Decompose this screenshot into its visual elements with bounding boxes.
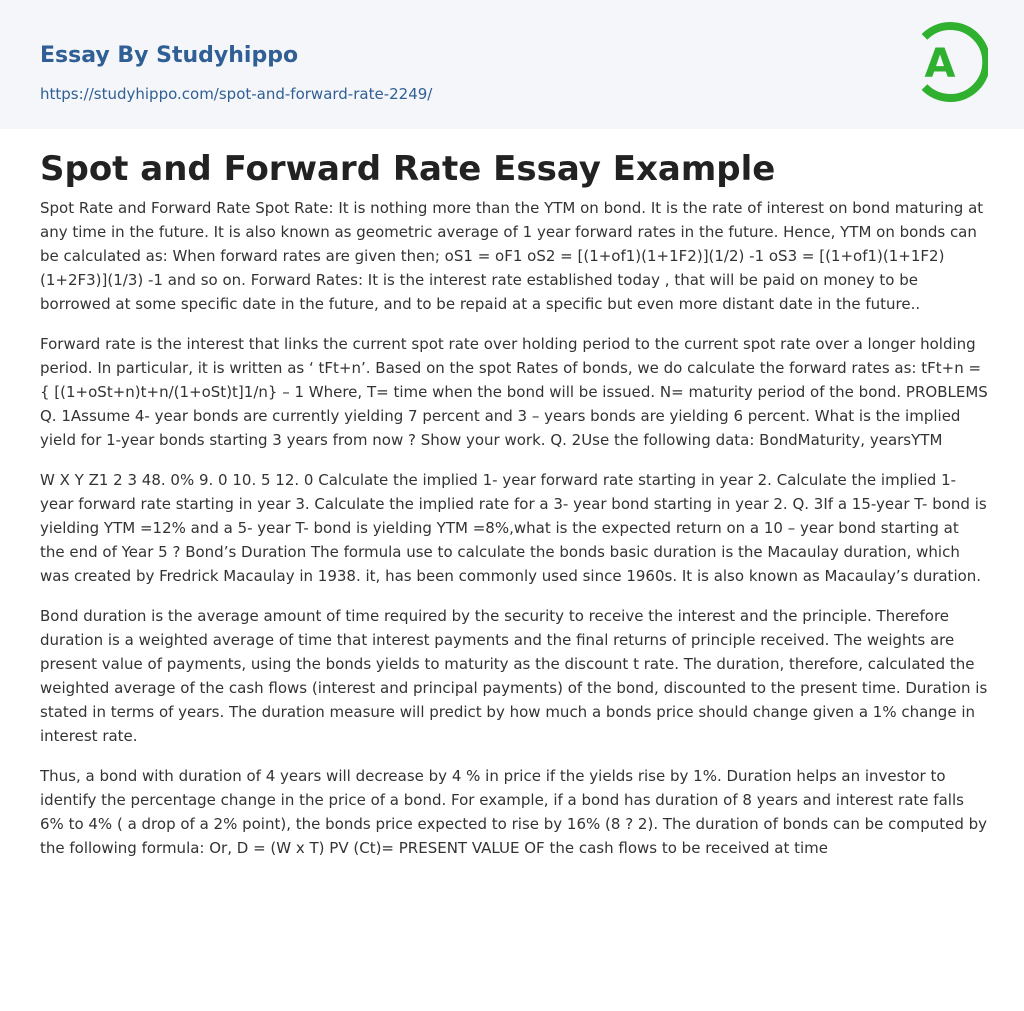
article bbox=[40, 146, 988, 876]
studyhippo-logo-icon[interactable] bbox=[912, 18, 988, 106]
article-paragraph-3: W X Y Z1 2 3 48. 0% 9. 0 10. 5 12. 0 Calculate the implied 1- year forward rate starting in year 2. Calculate the implied 1- year forward rate starting in year 3. Calculate the implied rate for a 3- year bond starting in year 2. Q. 3If a 15-year T- bond is yielding YTM =12% and a 5- year T- bond is yielding YTM =8%,what is the expected return on a 10 – year bond starting at the end of Year 5 ? Bond’s Duration The formula use to calculate the bonds basic duration is the Macaulay duration, which was created by Fredrick Macaulay in 1938. it, has been commonly used since 1960s. It is also known as Macaulay’s duration. bbox=[40, 471, 987, 585]
article-paragraph-1: Spot Rate and Forward Rate Spot Rate: It is nothing more than the YTM on bond. It is the rate of interest on bond maturing at any time in the future. It is also known as geometric average of 1 year forward rates in the future. Hence, YTM on bonds can be calculated as: When forward rates are given then; oS1 = oF1 oS2 = [(1+of1)(1+1F2)](1/2) -1 oS3 = [(1+of1)(1+1F2)(1+2F3)](1/3) -1 and so on. Forward Rates: It is the interest rate established today , that will be paid on money to be borrowed at some specific date in the future, and to be repaid at a specific but even more distant date in the future.. bbox=[40, 199, 984, 313]
article-title: Spot and Forward Rate Essay Example bbox=[40, 149, 776, 189]
source-url-link[interactable]: https://studyhippo.com/spot-and-forward-rate-2249/ bbox=[40, 85, 433, 103]
article-paragraph-4: Bond duration is the average amount of time required by the security to receive the interest and the principle. Therefore duration is a weighted average of time that interest payments and the final returns of principle received. The weights are present value of payments, using the bonds yields to maturity as the discount t rate. The duration, therefore, calculated the weighted average of the cash flows (interest and principal payments) of the bond, discounted to the present time. Duration is stated in terms of years. The duration measure will predict by how much a bonds price should change given a 1% change in interest rate. bbox=[40, 607, 988, 745]
site-title[interactable]: Essay By Studyhippo bbox=[40, 43, 299, 68]
site-header bbox=[0, 0, 1024, 129]
article-paragraph-5: Thus, a bond with duration of 4 years will decrease by 4 % in price if the yields rise by 1%. Duration helps an investor to identify the percentage change in the price of a bond. For example, if a bond has duration of 8 years and interest rate falls 6% to 4% ( a drop of a 2% point), the bonds price expected to rise by 16% (8 ? 2). The duration of bonds can be computed by the following formula: Or, D = (W x T) PV (Ct)= PRESENT VALUE OF the cash flows to be received at time bbox=[40, 767, 988, 857]
article-paragraph-2: Forward rate is the interest that links the current spot rate over holding period to the current spot rate over a longer holding period. In particular, it is written as ‘ tFt+n’. Based on the spot Rates of bonds, we do calculate the forward rates as: tFt+n = { [(1+oSt+n)t+n/(1+oSt)t]1/n} – 1 Where, T= time when the bond will be issued. N= maturity period of the bond. PROBLEMS Q. 1Assume 4- year bonds are currently yielding 7 percent and 3 – years bonds are yielding 6 percent. What is the implied yield for 1-year bonds starting 3 years from now ? Show your work. Q. 2Use the following data: BondMaturity, yearsYTM bbox=[40, 335, 988, 449]
logo-letter: A bbox=[924, 41, 956, 87]
